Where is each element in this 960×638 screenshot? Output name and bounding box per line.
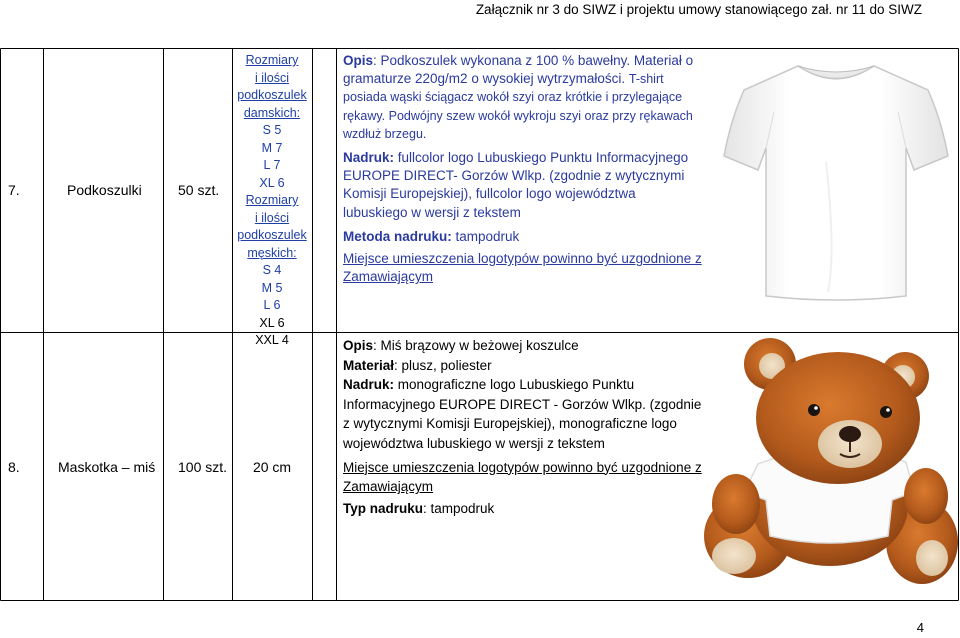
row-7-sizes — [232, 52, 312, 350]
size-line: podkoszulek — [237, 88, 307, 102]
row-7-name: Podkoszulki — [67, 182, 142, 198]
teddy-bear-image — [700, 336, 958, 586]
size-line: damskich: — [243, 105, 301, 120]
row-7-description — [343, 52, 703, 286]
size-line: XL 6 — [259, 315, 285, 330]
nadruk-label: Nadruk: — [343, 150, 395, 166]
metoda-label: Metoda nadruku: — [343, 228, 452, 244]
opis-text-2: T-shirt posiada wąski ściągacz wokół szyi oraz krótkie i przylegające rękawy. Podwójny szew wokół wykroju szyi oraz przy rękawach wzdłuż brzegu. — [343, 72, 693, 141]
opis-text: : Podkoszulek wykonana z 100 % bawełny. Materiał o gramaturze 220g/m2 o wysokiej wytrzymałości. — [343, 53, 694, 87]
size-line: L 6 — [263, 298, 281, 312]
nadruk-text: fullcolor logo Lubuskiego Punktu Informacyjnego EUROPE DIRECT- Gorzów Wlkp. (zgodnie z wytycznymi Komisji Europejskiej), fullcolor logo województwa lubuskiego w wersji z tekstem — [343, 150, 689, 220]
size-line: i ilości — [254, 70, 290, 85]
miejsce-text: Miejsce umieszczenia logotypów powinno być uzgodnione z Zamawiającym — [343, 459, 702, 495]
page-header: Załącznik nr 3 do SIWZ i projektu umowy stanowiącego zał. nr 11 do SIWZ — [475, 2, 922, 17]
size-line: Rozmiary — [245, 193, 299, 207]
metoda-text: tampodruk — [451, 228, 520, 244]
material-text: : plusz, poliester — [394, 357, 492, 373]
white-tshirt-image — [716, 52, 956, 312]
size-line: S 4 — [262, 263, 282, 277]
nadruk-label: Nadruk: — [343, 377, 395, 393]
size-line: L 7 — [263, 158, 281, 172]
row-8-description — [343, 336, 703, 518]
row-8-quantity: 100 szt. — [178, 459, 228, 475]
size-line: M 7 — [261, 140, 283, 155]
nadruk-text: monograficzne logo Lubuskiego Punktu Informacyjnego EUROPE DIRECT - Gorzów Wlkp. (zgodnie z wytycznymi Komisji Europejskiej), monograficzne logo województwa lubuskiego w wersji z tekstem — [343, 377, 702, 451]
size-line: i ilości — [254, 210, 290, 225]
opis-text: : Miś brązowy w beżowej koszulce — [373, 338, 579, 353]
typ-text: : tampodruk — [423, 500, 495, 516]
size-line: S 5 — [262, 123, 282, 137]
miejsce-text: Miejsce umieszczenia logotypów powinno być uzgodnione z Zamawiającym — [343, 251, 702, 285]
size-line: XXL 4 — [255, 333, 289, 347]
typ-label: Typ nadruku — [343, 500, 424, 516]
row-8-number: 8. — [8, 459, 20, 475]
size-line: męskich: — [247, 245, 297, 260]
page-number: 4 — [916, 620, 924, 635]
row-8-name: Maskotka – miś — [58, 459, 156, 475]
row-8-size: 20 cm — [252, 459, 292, 475]
size-line: Rozmiary — [245, 53, 299, 67]
size-line: podkoszulek — [237, 228, 307, 242]
row-7-quantity: 50 szt. — [178, 182, 220, 198]
size-line: M 5 — [261, 280, 283, 295]
material-label: Materiał — [343, 357, 395, 373]
opis-label: Opis — [343, 338, 374, 353]
row-7-number: 7. — [8, 182, 20, 198]
size-line: XL 6 — [259, 175, 285, 190]
opis-label: Opis — [343, 53, 374, 68]
